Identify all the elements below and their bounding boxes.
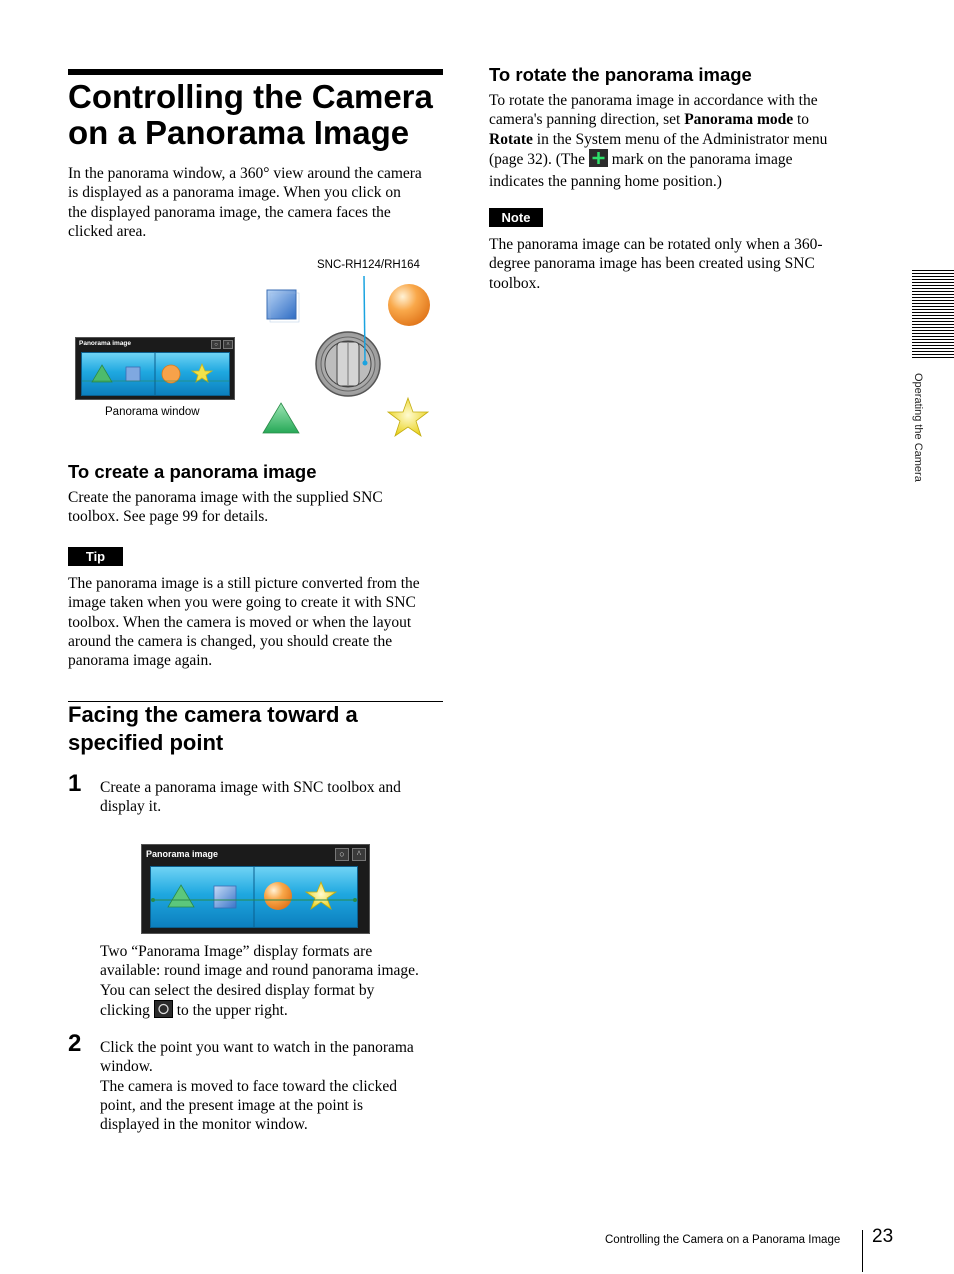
- collapse-button[interactable]: ^: [352, 848, 366, 861]
- facing-heading: Facing the camera toward a specified point: [68, 702, 358, 755]
- sphere-icon: [388, 284, 430, 326]
- collapse-button: ^: [223, 340, 233, 349]
- footer-divider: [862, 1230, 863, 1272]
- panorama-window-thumbnail: [75, 337, 235, 400]
- cube-icon: [267, 290, 299, 322]
- home-position-plus-icon: [589, 149, 608, 172]
- triangle-icon: [263, 403, 299, 433]
- panorama-widget-title: Panorama image: [146, 849, 219, 859]
- create-body: Create the panorama image with the supplied SNC toolbox. See page 99 for details.: [68, 489, 383, 526]
- star-icon: [388, 398, 428, 436]
- chapter-tab-stripes: [912, 270, 954, 360]
- page-title-line1: Controlling the Camera: [68, 78, 433, 115]
- note-body: The panorama image can be rotated only when a 360- degree panorama image has been created using SNC toolbox.: [489, 236, 823, 292]
- step-2-text: Click the point you want to watch in the panorama window. The camera is moved to face toward the clicked point, and the present image at the point is displayed in the monitor window.: [100, 1039, 414, 1134]
- note-badge: Note: [489, 208, 543, 227]
- tip-body: The panorama image is a still picture converted from the image taken when you were going to create it with SNC toolbox. When the camera is moved or when the layout around the camera is changed, you should create the panorama image again.: [68, 575, 420, 670]
- rotate-body: To rotate the panorama image in accordance with the camera's panning direction, set Panorama mode to Rotate in the System menu of the Administrator menu (page 32). (The mark on the panorama image indicates the panning home position.): [489, 92, 828, 191]
- panorama-image-area[interactable]: [150, 866, 358, 928]
- panorama-window-title: Panorama image: [79, 340, 132, 347]
- step-1-text: Create a panorama image with SNC toolbox and display it.: [100, 779, 401, 816]
- create-heading: To create a panorama image: [68, 461, 317, 482]
- intro-paragraph: In the panorama window, a 360° view around the camera is displayed as a panorama image. When you click on the displayed panorama image, the camera faces the clicked area.: [68, 165, 422, 240]
- page-title-line2: on a Panorama Image: [68, 114, 410, 151]
- camera-scene-diagram: [255, 270, 445, 445]
- step-1-note: Two “Panorama Image” display formats are available: round image and round panorama image. You can select the desired display format by clicking to the upper right.: [100, 942, 460, 1023]
- tip-badge: Tip: [68, 547, 123, 566]
- camera-icon: [316, 332, 380, 396]
- page-title: [68, 79, 448, 151]
- panorama-widget: [141, 844, 370, 934]
- display-format-button[interactable]: ○: [335, 848, 349, 861]
- panorama-shapes-icon: [151, 867, 357, 927]
- page-number: 23: [872, 1226, 894, 1247]
- chapter-side-label: Operating the Camera: [912, 373, 924, 482]
- title-rule: [68, 69, 443, 75]
- display-format-inline-icon: [154, 1000, 173, 1023]
- panorama-window-caption: Panorama window: [105, 406, 200, 418]
- step-1-number: 1: [68, 770, 82, 797]
- footer-title: Controlling the Camera on a Panorama Image: [605, 1234, 841, 1246]
- camera-model-label: SNC-RH124/RH164: [317, 259, 420, 271]
- display-format-button: ○: [211, 340, 221, 349]
- panorama-shapes-small-icon: [82, 353, 229, 395]
- panorama-image-small: [81, 352, 230, 396]
- rotate-heading: To rotate the panorama image: [489, 64, 752, 85]
- step-2-number: 2: [68, 1030, 82, 1057]
